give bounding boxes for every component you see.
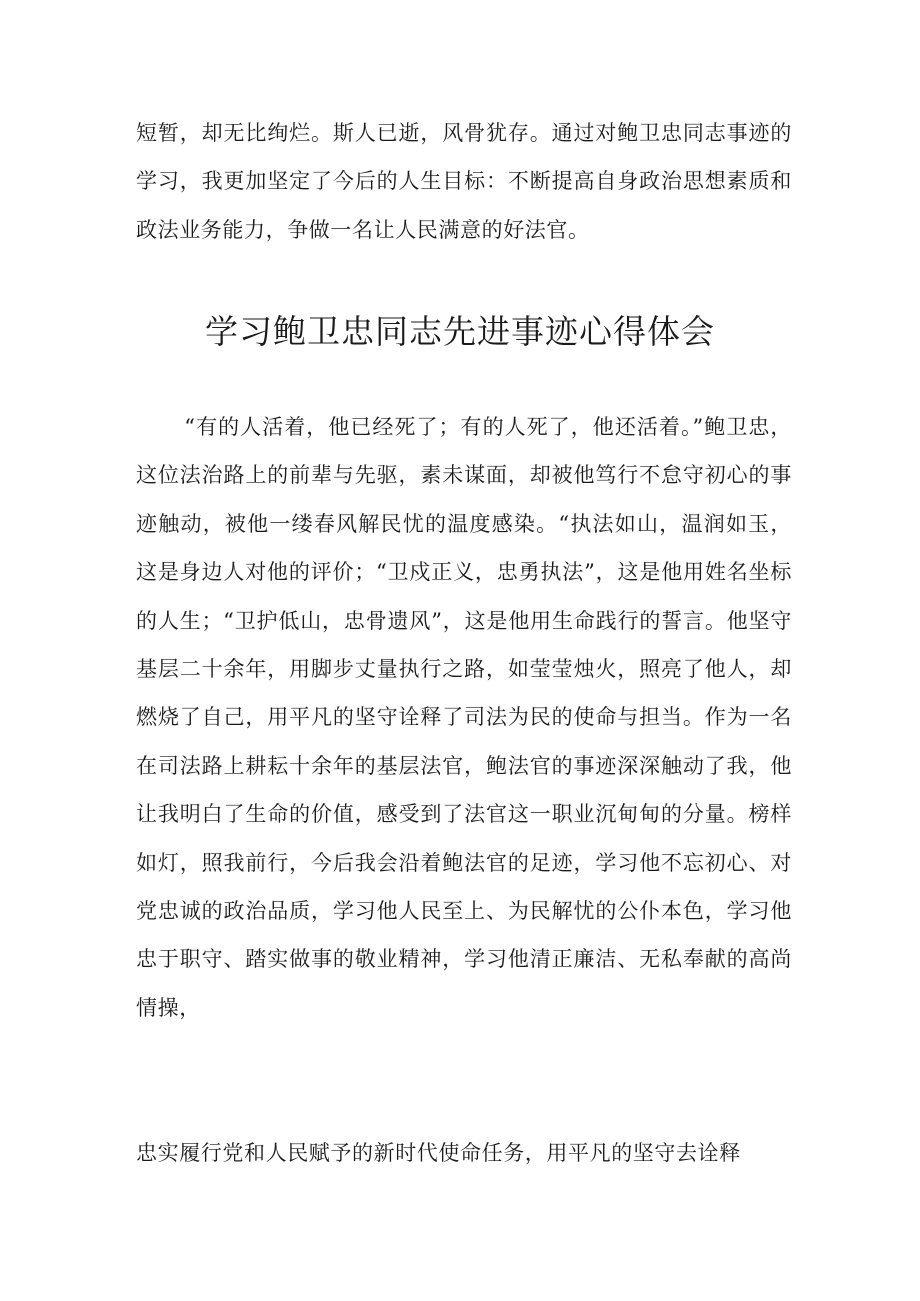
page-title: 学习鲍卫忠同志先进事迹心得体会 [205, 312, 715, 351]
bottom-paragraph: 忠实履行党和人民赋予的新时代使命任务，用平凡的坚守去诠释 [136, 1141, 741, 1165]
top-paragraph: 短暂，却无比绚烂。斯人已逝，风骨犹存。通过对鲍卫忠同志事迹的学习，我更加坚定了今后的人生目标：不断提高自身政治思想素质和政法业务能力，争做一名让人民满意的好法官。 [136, 121, 792, 242]
main-paragraph: “有的人活着，他已经死了；有的人死了，他还活着。”鲍卫忠，这位法治路上的前辈与先驱，素未谋面，却被他笃行不怠守初心的事迹触动，被他一缕春风解民忧的温度感染。“执法如山，温润如玉，这是身边人对他的评价；“卫戍正义，忠勇执法”，这是他用姓名坐标的人生；“卫护低山，忠骨遗风”，这是他用生命践行的誓言。他坚守基层二十余年，用脚步丈量执行之路，如莹莹烛火，照亮了他人，却燃烧了自己，用平凡的坚守诠释了司法为民的使命与担当。作为一名在司法路上耕耘十余年的基层法官，鲍法官的事迹深深触动了我，他让我明白了生命的价值，感受到了法官这一职业沉甸甸的分量。榜样如灯，照我前行，今后我会沿着鲍法官的足迹，学习他不忘初心、对党忠诚的政治品质，学习他人民至上、为民解忧的公仆本色，学习他忠于职守、踏实做事的敬业精神，学习他清正廉洁、无私奉献的高尚情操， [136, 415, 792, 1020]
